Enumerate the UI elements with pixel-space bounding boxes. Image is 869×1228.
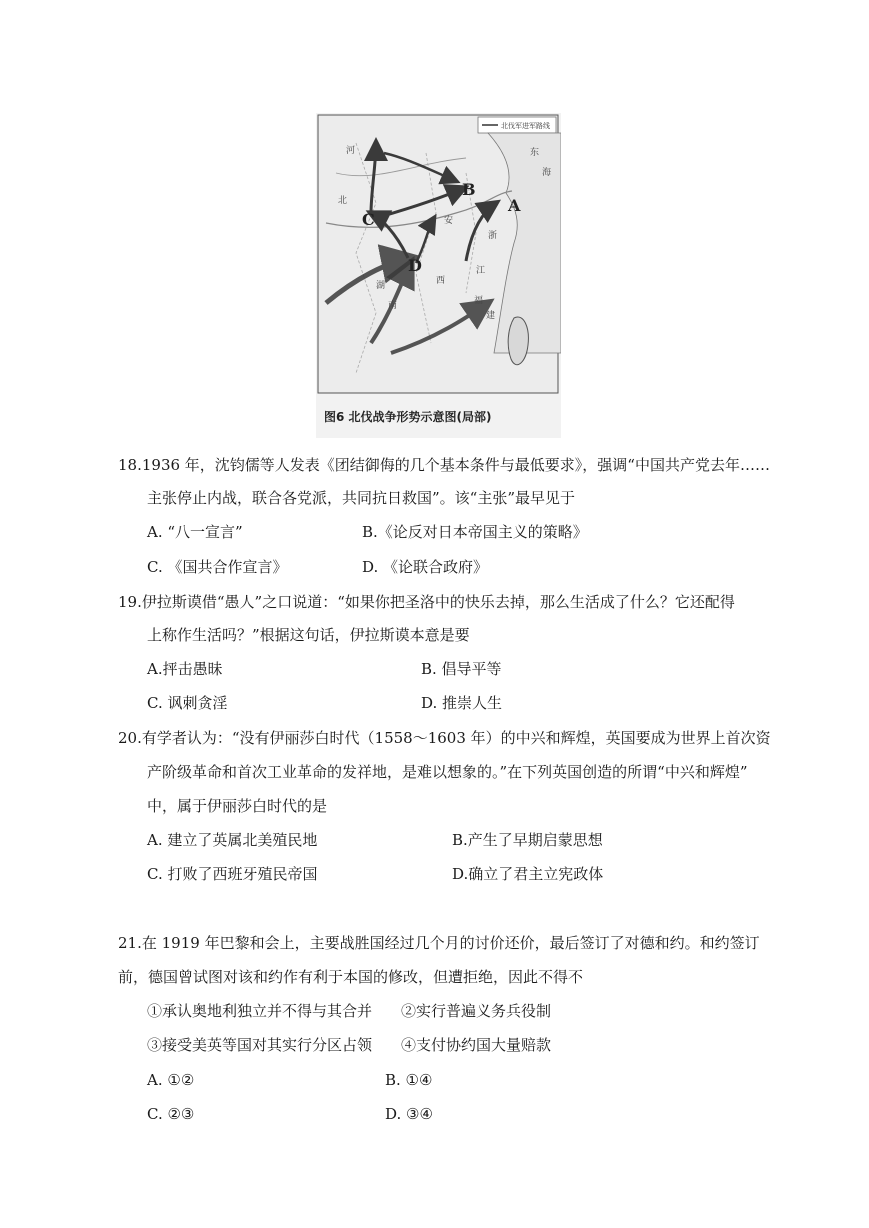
question-19-number: 19. [118, 593, 142, 611]
map-label-9: 河 [346, 146, 356, 156]
map-label-3: 江 [476, 266, 486, 276]
question-20-text-1: 有学者认为：“没有伊丽莎白时代（1558～1603 年）的中兴和辉煌，英国要成为世界上首次资 [141, 729, 771, 747]
point-label-a: A [508, 196, 521, 215]
figure-caption: 图6 北伐战争形势示意图(局部) [324, 410, 492, 424]
question-21-number: 21. [118, 934, 142, 952]
taiwan-island [508, 317, 528, 365]
question-18-option-d[interactable]: D. 《论联合政府》 [362, 558, 489, 576]
map-label-8: 南 [388, 301, 398, 311]
question-21-option-c[interactable]: C. ②③ [147, 1105, 195, 1123]
question-19-option-b[interactable]: B. 倡导平等 [421, 660, 502, 678]
map-label-11: 浙 [488, 231, 498, 241]
point-label-c: C [362, 210, 375, 229]
map-label-10: 北 [338, 196, 348, 206]
map-label-12: 安 [444, 216, 454, 226]
question-19-option-c[interactable]: C. 讽刺贪淫 [147, 694, 228, 712]
legend-text: 北伐军进军路线 [501, 122, 550, 130]
question-20-line-1 [118, 727, 771, 749]
question-19-option-a[interactable]: A.抨击愚昧 [147, 660, 223, 678]
question-20-number: 20. [118, 729, 142, 747]
question-21-statement-1: ①承认奥地利独立并不得与其合并 [147, 1002, 373, 1020]
question-21-text-2: 前，德国曾试图对该和约作有利于本国的修改，但遭拒绝，因此不得不 [118, 968, 584, 986]
question-18-text-1: 1936 年，沈钧儒等人发表《团结御侮的几个基本条件与最低要求》，强调“中国共产党去年…… [141, 456, 770, 474]
point-label-b: B [462, 180, 476, 199]
question-18-number: 18. [118, 456, 142, 474]
map-label-7: 湖 [376, 281, 386, 291]
map-label-5: 福 [474, 296, 484, 306]
question-21-statement-3: ③接受美英等国对其实行分区占领 [147, 1036, 373, 1054]
question-18-option-c[interactable]: C. 《国共合作宣言》 [147, 558, 288, 576]
question-20-text-2: 产阶级革命和首次工业革命的发祥地，是难以想象的。”在下列英国创造的所谓“中兴和辉煌” [147, 763, 748, 781]
question-19-text-1: 伊拉斯谟借“愚人”之口说道：“如果你把圣洛中的快乐去掉，那么生活成了什么？它还配得 [141, 593, 735, 611]
question-18-line-1 [118, 454, 770, 476]
question-21-option-d[interactable]: D. ③④ [385, 1105, 433, 1123]
map-label-4: 西 [436, 276, 446, 286]
question-20-option-a[interactable]: A. 建立了英属北美殖民地 [147, 831, 318, 849]
question-21-statement-2: ②实行普遍义务兵役制 [401, 1002, 552, 1020]
question-21-statement-4: ④支付协约国大量赔款 [401, 1036, 552, 1054]
map-svg [316, 113, 561, 438]
northern-expedition-map [316, 113, 561, 438]
question-21-option-a[interactable]: A. ①② [147, 1071, 195, 1089]
question-20-option-b[interactable]: B.产生了早期启蒙思想 [452, 831, 603, 849]
map-label-sea-2: 海 [542, 168, 552, 178]
question-20-option-d[interactable]: D.确立了君主立宪政体 [452, 865, 604, 883]
question-21-text-1: 在 1919 年巴黎和会上，主要战胜国经过几个月的讨价还价，最后签订了对德和约。和约签订 [141, 934, 760, 952]
question-19-line-1 [118, 591, 735, 613]
question-18-option-b[interactable]: B.《论反对日本帝国主义的策略》 [362, 523, 588, 541]
question-21-option-b[interactable]: B. ①④ [385, 1071, 433, 1089]
question-21-line-1 [118, 932, 760, 954]
question-19-text-2: 上称作生活吗？”根据这句话，伊拉斯谟本意是要 [147, 626, 470, 644]
question-18-option-a[interactable]: A. “八一宣言” [147, 523, 243, 541]
map-label-6: 建 [486, 311, 496, 321]
question-19-option-d[interactable]: D. 推崇人生 [421, 694, 503, 712]
point-label-d: D [408, 256, 422, 275]
question-20-option-c[interactable]: C. 打败了西班牙殖民帝国 [147, 865, 318, 883]
map-label-sea-1: 东 [530, 148, 540, 158]
question-20-text-3: 中，属于伊丽莎白时代的是 [147, 797, 328, 815]
question-18-text-2: 主张停止内战，联合各党派，共同抗日救国”。该“主张”最早见于 [147, 489, 576, 507]
